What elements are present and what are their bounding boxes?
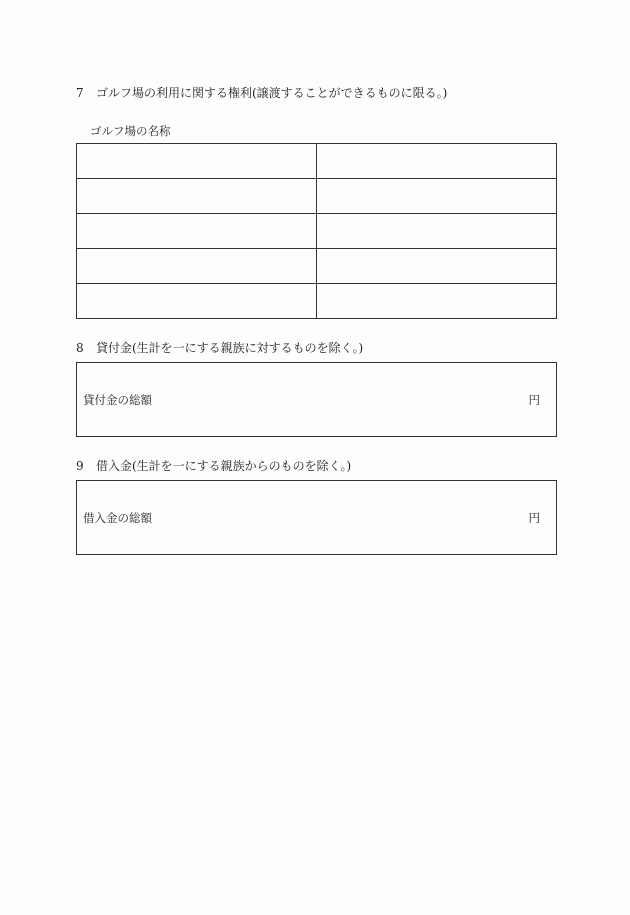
table-cell[interactable] xyxy=(77,179,317,214)
table-cell[interactable] xyxy=(317,144,557,179)
golf-course-name-caption: ゴルフ場の名称 xyxy=(90,124,171,138)
yen-unit-label: 円 xyxy=(528,393,540,407)
table-cell[interactable] xyxy=(77,144,317,179)
section-9-title: 借入金(生計を一にする親族からのものを除く。) xyxy=(96,459,352,473)
section-9-heading xyxy=(76,459,351,473)
section-7-heading xyxy=(76,86,447,100)
golf-course-table xyxy=(76,143,557,319)
table-cell[interactable] xyxy=(317,214,557,249)
table-row xyxy=(77,214,557,249)
loan-receivable-total-label: 貸付金の総額 xyxy=(83,393,152,407)
section-7-title: ゴルフ場の利用に関する権利(譲渡することができるものに限る。) xyxy=(96,86,448,100)
section-8-number: 8 xyxy=(76,341,84,355)
table-cell[interactable] xyxy=(77,284,317,319)
yen-unit-label: 円 xyxy=(528,511,540,525)
section-7-number: 7 xyxy=(76,86,84,100)
borrowings-total-label: 借入金の総額 xyxy=(83,511,152,525)
section-8-heading xyxy=(76,341,363,355)
table-row xyxy=(77,249,557,284)
table-row xyxy=(77,179,557,214)
table-cell[interactable] xyxy=(77,214,317,249)
table-row xyxy=(77,144,557,179)
table-cell[interactable] xyxy=(317,284,557,319)
table-cell[interactable] xyxy=(317,249,557,284)
loan-receivable-box xyxy=(76,362,557,437)
borrowings-box xyxy=(76,480,557,555)
table-row xyxy=(77,284,557,319)
table-cell[interactable] xyxy=(317,179,557,214)
table-cell[interactable] xyxy=(77,249,317,284)
section-8-title: 貸付金(生計を一にする親族に対するものを除く。) xyxy=(96,341,364,355)
section-9-number: 9 xyxy=(76,459,84,473)
